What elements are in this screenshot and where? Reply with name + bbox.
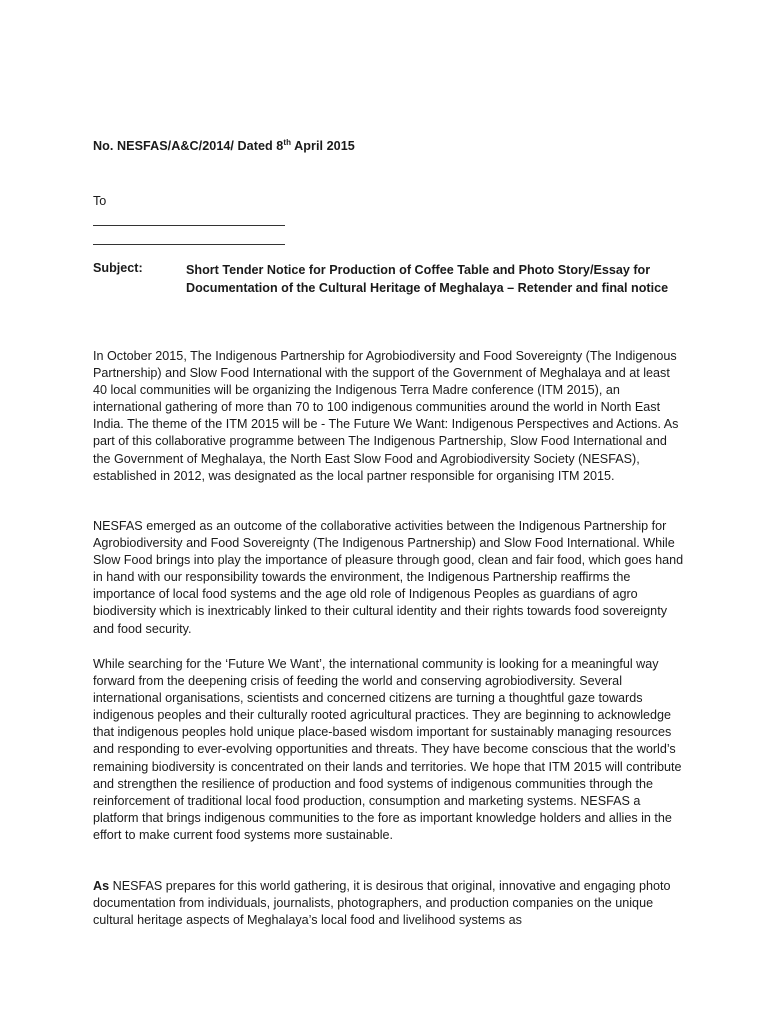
body-paragraph-1: In October 2015, The Indigenous Partnership for Agrobiodiversity and Food Sovereignty (The Indigenous Partnership) and Slow Food International with the support of the Government of Meghalaya and at least 40 local communities will be organizing the Indigenous Terra Madre conference (ITM 2015), an international gathering of more than 70 to 100 indigenous communities around the world in North East India. The theme of the ITM 2015 will be - The Future We Want: Indigenous Perspectives and Actions. As part of this collaborative programme between The Indigenous Partnership, Slow Food International and the Government of Meghalaya, the North East Slow Food and Agrobiodiversity Society (NESFAS), established in 2012, was designated as the local partner responsible for organising ITM 2015.: [93, 349, 679, 483]
reference-line: [93, 139, 355, 153]
body-paragraph-2: NESFAS emerged as an outcome of the collaborative activities between the Indigenous Partnership for Agrobiodiversity and Food Sovereignty (The Indigenous Partnership) and Slow Food International. While Slow Food brings into play the importance of pleasure through good, clean and fair food, which goes hand in hand with our responsibility towards the environment, the Indigenous Partnership reaffirms the importance of local food systems and the age old role of Indigenous Peoples as guardians of agro biodiversity which is inextricably linked to their cultural identity and their rights towards food sovereignty and food security.: [93, 519, 684, 636]
reference-superscript: th: [283, 138, 292, 147]
body-paragraph-4: [93, 878, 685, 929]
subject-text: Short Tender Notice for Production of Coffee Table and Photo Story/Essay for Documentation of the Cultural Heritage of Meghalaya – Retender and final notice: [186, 263, 669, 296]
to-label: To: [93, 194, 107, 208]
subject-label: Subject:: [93, 261, 143, 275]
reference-prefix: No. NESFAS/A&C/2014/ Dated 8: [93, 139, 284, 153]
paragraph-lead-word: As: [93, 879, 110, 893]
addressee-blank-line-1: [93, 225, 285, 226]
body-paragraph-3: While searching for the ‘Future We Want’, the international community is looking for a meaningful way forward from the deepening crisis of feeding the world and conserving agrobiodiversity. Several international organisations, scientists and concerned citizens are turning a thoughtful gaze towards indigenous peoples and their culturally rooted agricultural practices. They are beginning to acknowledge that indigenous peoples hold unique place-based wisdom important for sustainably managing resources and responding to ever-evolving opportunities and threats. They have become conscious that the world’s remaining biodiversity is concentrated on their lands and territories. We hope that ITM 2015 will contribute and strengthen the resilience of production and food systems of indigenous communities through the reinforcement of traditional local food production, consumption and marketing systems. NESFAS a platform that brings indigenous communities to the fore as important knowledge holders and allies in the effort to make current food systems more sustainable.: [93, 657, 682, 842]
addressee-block: [93, 192, 285, 245]
reference-date-rest: April 2015: [291, 139, 355, 153]
paragraph-text: NESFAS prepares for this world gathering, it is desirous that original, innovative and engaging photo documentation from individuals, journalists, photographers, and production companies on the unique cultural heritage aspects of Meghalaya’s local food and livelihood systems as: [93, 879, 671, 928]
addressee-blank-line-2: [93, 244, 285, 245]
